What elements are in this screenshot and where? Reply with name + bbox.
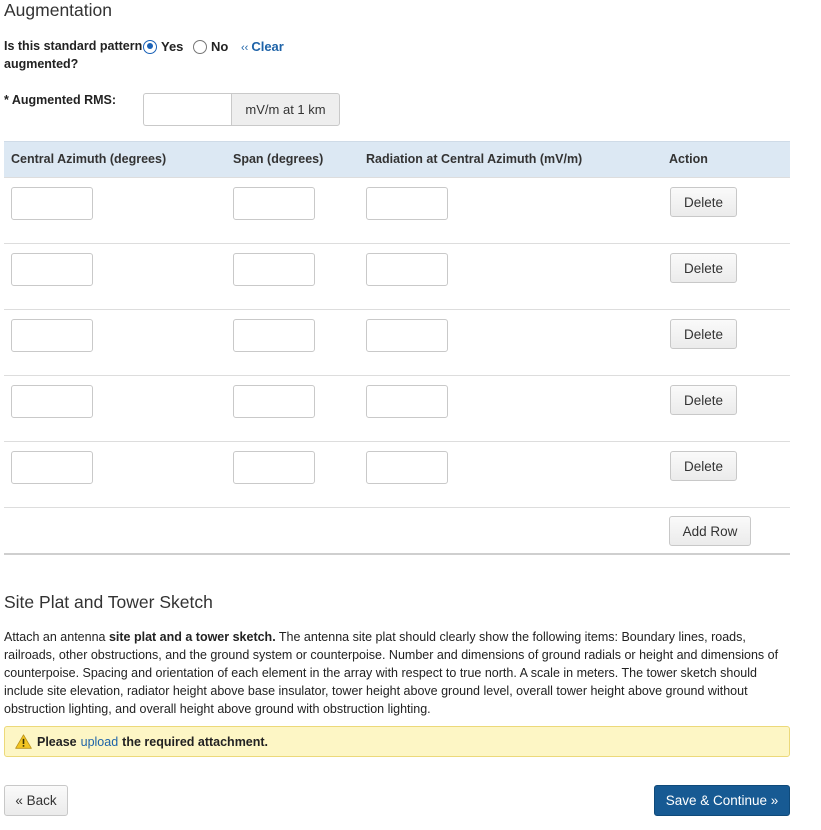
add-row-button[interactable]: Add Row — [669, 516, 751, 546]
instructions-bold: site plat and a tower sketch. — [108, 630, 276, 644]
delete-row-button[interactable]: Delete — [670, 187, 737, 217]
delete-row-button[interactable]: Delete — [670, 385, 737, 415]
central-azimuth-input[interactable] — [11, 385, 93, 418]
radiation-input[interactable] — [366, 319, 448, 352]
upload-alert — [4, 726, 790, 757]
header-radiation: Radiation at Central Azimuth (mV/m) — [366, 152, 583, 166]
site-plat-instructions — [4, 628, 794, 718]
augmented-rms-label: * Augmented RMS: — [4, 93, 117, 107]
rms-unit-addon: mV/m at 1 km — [231, 93, 340, 126]
radio-no-dot[interactable] — [193, 40, 207, 54]
site-plat-heading: Site Plat and Tower Sketch — [4, 592, 213, 612]
radiation-input[interactable] — [366, 253, 448, 286]
span-input[interactable] — [233, 385, 315, 418]
clear-link[interactable] — [241, 39, 284, 54]
span-input[interactable] — [233, 451, 315, 484]
augmented-rms-input[interactable] — [143, 93, 231, 126]
clear-label: Clear — [251, 39, 284, 54]
table-row — [4, 243, 790, 309]
radiation-input[interactable] — [366, 451, 448, 484]
chevron-left-double-icon: ‹‹ — [241, 42, 249, 54]
alert-text-pre: Please — [37, 734, 77, 749]
save-continue-button[interactable]: Save & Continue » — [654, 785, 790, 816]
central-azimuth-input[interactable] — [11, 187, 93, 220]
instructions-post: The antenna site plat should clearly show the following items: Boundary lines, roads, railroads, other obstructions, and the ground system or counterpoise. Number and dimensions of ground radials or height and dimensions of counterpoise. Spacing and orientation of each element in the array with respect to true north. A scale in meters. The tower sketch should include site elevation, radiator height above base insulator, tower height above ground level, overall tower height above ground without obstruction lighting, and overall height above ground with obstruction lighting. — [4, 630, 779, 716]
radiation-input[interactable] — [366, 187, 448, 220]
central-azimuth-input[interactable] — [11, 253, 93, 286]
augmentation-heading: Augmentation — [4, 0, 112, 20]
span-input[interactable] — [233, 319, 315, 352]
back-button[interactable]: « Back — [4, 785, 68, 816]
delete-row-button[interactable]: Delete — [670, 451, 737, 481]
header-central-azimuth: Central Azimuth (degrees) — [11, 152, 167, 166]
delete-row-button[interactable]: Delete — [670, 319, 737, 349]
alert-text-post: the required attachment. — [122, 734, 269, 749]
span-input[interactable] — [233, 253, 315, 286]
table-row — [4, 441, 790, 507]
radiation-input[interactable] — [366, 385, 448, 418]
header-span: Span (degrees) — [233, 152, 324, 166]
table-row — [4, 177, 790, 243]
header-action: Action — [669, 152, 708, 166]
delete-row-button[interactable]: Delete — [670, 253, 737, 283]
table-header — [4, 141, 790, 177]
span-input[interactable] — [233, 187, 315, 220]
table-row — [4, 375, 790, 441]
central-azimuth-input[interactable] — [11, 319, 93, 352]
table-footer — [4, 507, 790, 555]
augmented-question-label: Is this standard pattern augmented? — [4, 39, 143, 71]
instructions-pre: Attach an antenna — [4, 630, 109, 644]
table-row — [4, 309, 790, 375]
upload-link[interactable]: upload — [80, 734, 119, 749]
radio-yes-label: Yes — [161, 39, 184, 54]
radio-no[interactable] — [193, 39, 228, 54]
radio-no-label: No — [211, 39, 229, 54]
radio-yes-dot[interactable] — [143, 40, 157, 54]
augmentation-table — [4, 141, 790, 555]
radio-yes[interactable] — [143, 39, 183, 54]
central-azimuth-input[interactable] — [11, 451, 93, 484]
warning-icon — [15, 734, 32, 749]
